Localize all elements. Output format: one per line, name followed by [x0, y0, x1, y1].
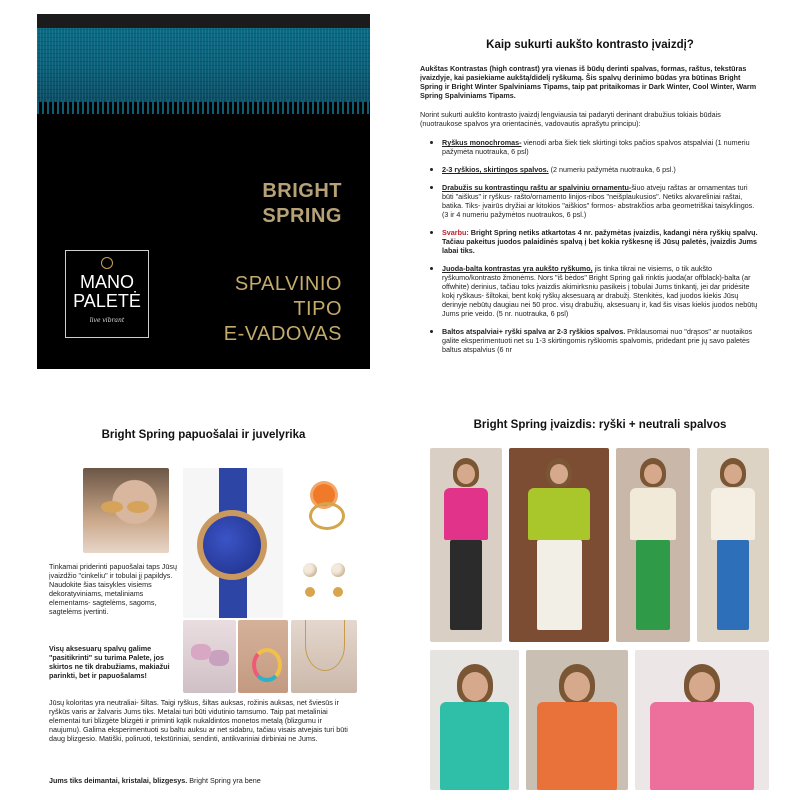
top-garment — [440, 702, 509, 790]
article-intro-2: Norint sukurti aukšto kontrasto įvaizdį lengviausia tai padaryti derinant drabužius tokiais būdais (nuotraukose spalvos yra orientacinės, vadovautis aprašytu principu): — [420, 110, 721, 128]
article-intro: Aukštas Kontrastas (high contrast) yra vienas iš būdų derinti spalvas, formas, raštus, tekstūras įvaizdyje, kai pasiekiame aukštą/didelį ryškumą. Šis spalvų derinimo būdas yra būtinas Bright Spring ir Bright Winter Spalviniams Tipams, taip pat pritaikomas ir Dark Winter, Cool Winter, Warm Spring Spalviniams Tipams. — [420, 64, 757, 100]
outfit-blue-skirt-photo — [697, 448, 769, 642]
bullet-lead: Juoda-balta kontrastas yra aukšto ryškumo, — [442, 264, 593, 273]
top-garment — [650, 702, 755, 790]
article-bullets — [420, 138, 760, 354]
logo-line2: PALETĖ — [73, 291, 141, 311]
bullet-white-bright — [442, 327, 760, 354]
bullet-lead: Baltos atspalviai+ ryški spalva ar 2-3 ryškios spalvos. — [442, 327, 626, 336]
jewelry-para4-tail: Bright Spring yra bene — [187, 776, 261, 785]
bottom-garment — [636, 540, 669, 630]
earring-drop — [333, 587, 343, 597]
jewelry-title: Bright Spring papuošalai ir juvelyrika — [101, 429, 306, 441]
cover-page — [37, 14, 370, 369]
pearl — [303, 563, 317, 577]
article-title: Kaip sukurti aukšto kontrasto įvaizdį? — [486, 39, 694, 51]
hoop-earring — [252, 648, 282, 682]
bullet-lead: 2-3 ryškios, skirtingos spalvos. — [442, 165, 549, 174]
necklace-chain — [305, 620, 345, 671]
top-garment — [711, 488, 756, 540]
bullet-lead: Drabužis su kontrastingu raštu ar spalviniu ornamentu- — [442, 183, 632, 192]
bullet-black-white — [442, 264, 760, 318]
woman-gold-sunglasses-photo — [83, 468, 169, 553]
outfit-lime-top-photo — [509, 448, 609, 642]
outfits-title: Bright Spring įvaizdis: ryški + neutrali spalvos — [473, 419, 727, 431]
cover-title — [262, 179, 342, 229]
colorful-earring-photo — [238, 620, 288, 693]
lens — [191, 644, 211, 660]
watch-dial — [203, 516, 261, 574]
head — [457, 464, 475, 484]
earring-drop — [305, 587, 315, 597]
mano-palete-logo — [65, 250, 149, 338]
top-garment — [630, 488, 676, 540]
logo-line1: MANO — [80, 272, 134, 292]
head — [550, 464, 568, 484]
top-garment — [537, 702, 617, 790]
cover-title-line2: SPRING — [262, 205, 342, 227]
bullet-text: Priklausomai nuo "drąsos" ar nuotaikos galite eksperimentuoti net su 1-3 skirtingomis ryškiomis spalvomis, pridedant prie jų savo paletės baltus atspalvius (6 nr — [442, 327, 753, 354]
cover-subtitle-line3: E-VADOVAS — [223, 323, 342, 345]
jewelry-page — [37, 428, 370, 788]
bullet-text: vienodi arba šiek tiek skirtingi toks pačios spalvos atspalviai (1 numeriu pažymėta nuotrauka, 6 psl) — [442, 138, 750, 156]
ring-band — [309, 502, 345, 530]
textile-shadow — [37, 14, 370, 28]
jewelry-paragraph-3: Jūsų koloritas yra neutraliai- šiltas. Taigi ryškus, šiltas auksas, rožinis auksas, net šviesūs ir ryškūs varis ar žalvaris Jums tiks. Metalai turi būti vidutinio tamsumo. Taip pat metaliniai elementai turi blizgėte blizgėti ir priminti kątik nukaldintos monetos metalą (blizgumu ir naujumu). Galima eksperimentuoti su baltu auksu ar net sidabru, tačiau visais atvejais turi būti daug blizgesio. Matiški, poliruoti, tekstūriniai, sendinti, antikvariniai dirbiniai ne Jums. — [49, 698, 348, 743]
bottom-garment — [450, 540, 482, 630]
head — [462, 672, 488, 701]
bottom-garment — [537, 540, 582, 630]
cover-title-line1: BRIGHT — [262, 180, 342, 202]
blue-watch-photo — [183, 468, 283, 618]
logo-tagline: live vibrant — [89, 317, 125, 324]
bullet-pattern — [442, 183, 760, 219]
bullet-important — [442, 228, 760, 255]
pink-sunglasses-photo — [183, 620, 236, 693]
jewelry-paragraph-2: Visų aksesuarų spalvų galime "pasitikrinti" su turima Palete, jos skirtos ne tik drabužiams, makiažui parinkti, bet ir papuošalams! — [49, 644, 170, 680]
sunglasses-icon — [101, 501, 123, 513]
orange-stone-ring-photo — [295, 476, 355, 532]
outfit-pink-sweater-photo — [430, 448, 502, 642]
head — [724, 464, 742, 484]
bottom-garment — [717, 540, 749, 630]
top-garment — [444, 488, 489, 540]
head — [564, 672, 590, 701]
cover-subtitle-line1: SPALVINIO — [234, 273, 342, 295]
head — [644, 464, 662, 484]
outfit-turquoise-top-photo — [430, 650, 519, 790]
bullet-lead-red: Svarbu: — [442, 228, 469, 237]
logo-ring-icon — [101, 257, 113, 269]
outfit-pink-knit-photo — [635, 650, 769, 790]
bullet-text: šiuo atveju raštas ar ornamentas turi būti "aiškus" ir ryškus- rašto/ornamento linijos-ribos "neišplaukusios". Netiks akvareliniai raštai, batika. Tiks- įvairūs dryžiai ar kitokios "aiškios" formos- abstrakčios arba geometriškai taisyklingos. (3 ir 4 numeriu pažymėtos nuotraukos, 6 psl.) — [442, 183, 755, 219]
jewelry-para4-bold: Jums tiks deimantai, kristalai, blizgesys. — [49, 776, 188, 785]
top-garment — [528, 488, 590, 540]
bullet-monochrome — [442, 138, 760, 156]
cover-subtitle — [224, 272, 342, 347]
contrast-article-page — [420, 30, 760, 370]
pearl-earrings-photo — [291, 553, 361, 621]
bullet-text: Bright Spring netiks atkartotas 4 nr. pažymėtas įvaizdis, kadangi nėra ryškių spalvų. Tačiau pakeitus juodos palaidinės spalvą į bet kokia ryškesnę iš Jūsų paletės, įvaizdis Jums labai tiks. — [442, 228, 758, 255]
jewelry-paragraph-4 — [49, 776, 355, 785]
outfit-orange-print-photo — [526, 650, 628, 790]
pearl — [331, 563, 345, 577]
head — [689, 672, 715, 701]
jewelry-paragraph-1: Tinkamai priderinti papuošalai taps Jūsų įvaizdžio "cinkeliu" ir tobulai jį papildys. Naudokite šias taisykles visiems dekoratyviniams, metaliniams elementams- sagtelėms, sagoms, sagtelėms įvertinti. — [49, 562, 177, 616]
outfits-page — [420, 412, 780, 792]
bullet-two-colors — [442, 165, 760, 174]
textile-fringe — [37, 100, 370, 114]
outfit-green-skirt-photo — [616, 448, 690, 642]
bullet-text: (2 numeriu pažymėta nuotrauka, 6 psl.) — [548, 165, 676, 174]
necklace-photo — [291, 620, 357, 693]
bullet-lead: Ryškus monochromas- — [442, 138, 522, 147]
bullet-text: jis tinka tikrai ne visiems, o tik aukšto ryškumo/kontrasto žmonėms. Nors "iš bėdos" Bright Spring gali rinktis juoda(ar offblack)-balta (ar offwhite) derinius, tačiau toks įvaizdis akimirksniu pasikeis į tobulai Jums tinkantį, jei dar pridėsite kokį ryškaus- šiltokai, bent kokį ryškų aksesuarą ar drabužį. Stenkitės, kad juodos kiekis Jūsų derinyje nebūtų daugiau nei 50 proc. visų drabužių, aksesuarų ir, kad šis visas kiekis juodos nebūtų Jums prie veido. (5 nr. nuotrauka, 6 psl) — [442, 264, 758, 318]
cover-subtitle-line2: TIPO — [293, 298, 342, 320]
